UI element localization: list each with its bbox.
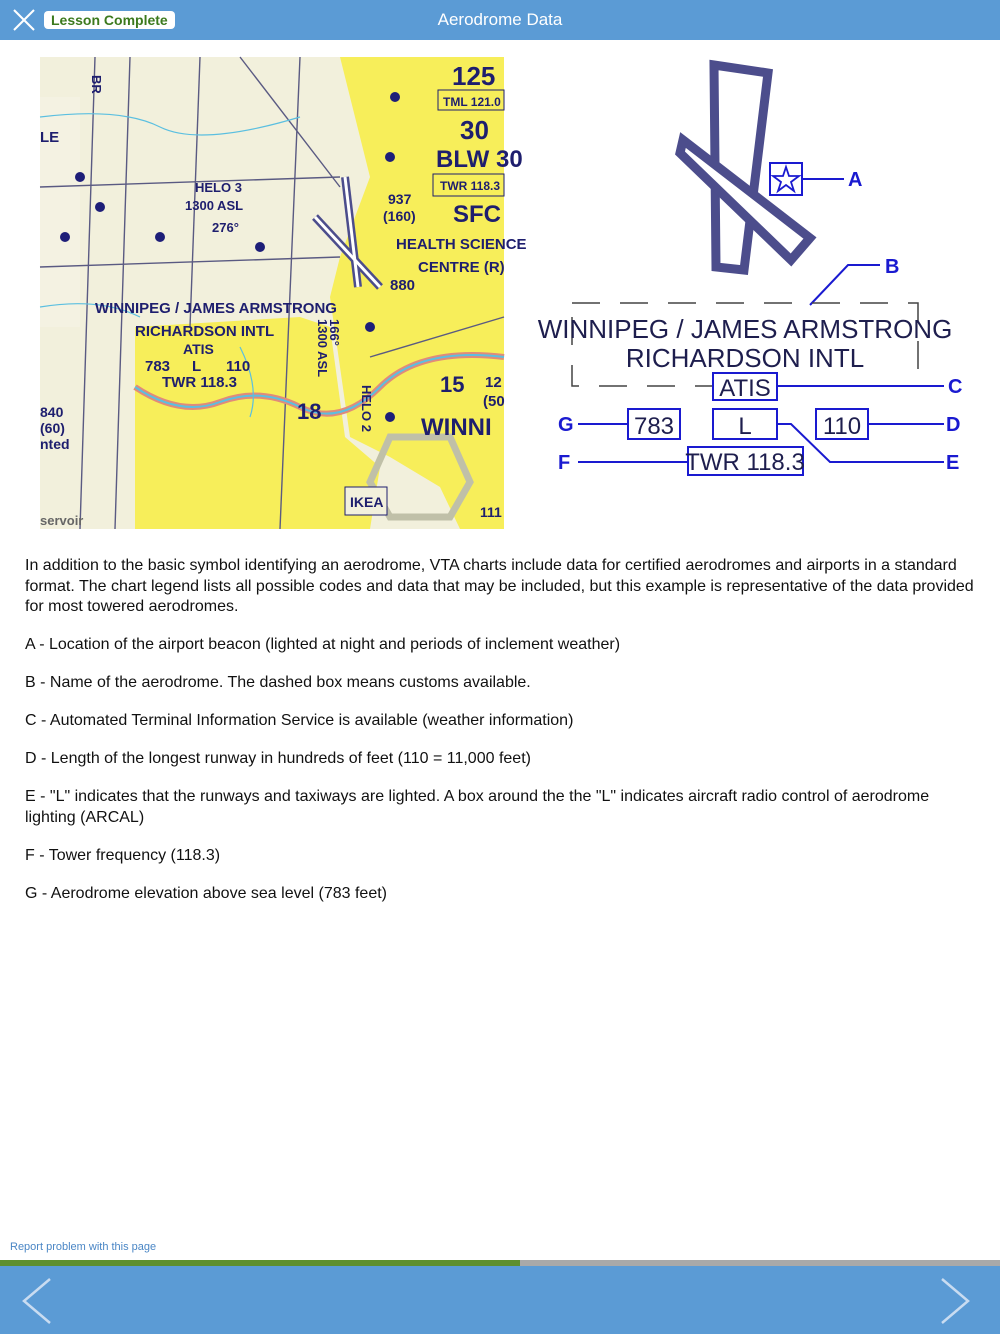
callout-letter-c: C xyxy=(948,376,963,398)
chevron-left-icon[interactable] xyxy=(18,1276,56,1326)
chart-label: 166° xyxy=(327,319,342,346)
legend-item-g: G - Aerodrome elevation above sea level (783 feet) xyxy=(25,884,387,902)
vta-chart-excerpt xyxy=(40,57,527,529)
chart-label: HELO 3 xyxy=(195,180,242,195)
chart-label: LE xyxy=(40,129,60,146)
chart-label: TWR 118.3 xyxy=(440,179,501,193)
chart-label: IKEA xyxy=(350,494,384,510)
legend-item-e: E - "L" indicates that the runways and taxiways are lighted. A box around the the "L" indicates aircraft radio control of aerodrome lighting (ARCAL) xyxy=(25,788,930,826)
report-problem-link[interactable]: Report problem with this page xyxy=(10,1241,157,1253)
chevron-right-icon[interactable] xyxy=(936,1276,974,1326)
legend-item-b: B - Name of the aerodrome. The dashed box means customs available. xyxy=(25,674,531,691)
star-icon xyxy=(770,163,802,195)
chart-label: nted xyxy=(40,436,70,452)
lesson-content xyxy=(25,556,975,922)
chart-label: 111 xyxy=(480,504,502,520)
chart-label: TML 121.0 xyxy=(443,95,501,109)
chart-label: 110 xyxy=(226,358,251,375)
legend-item-d: D - Length of the longest runway in hundreds of feet (110 = 11,000 feet) xyxy=(25,750,531,767)
chart-label: (60) xyxy=(40,420,65,436)
chart-label: CENTRE (R) xyxy=(418,259,505,276)
chart-label: HEALTH SCIENCE xyxy=(396,236,527,253)
chart-label: 880 xyxy=(390,277,416,294)
chart-label: 30 xyxy=(460,115,489,145)
legend-tower: TWR 118.3 xyxy=(685,449,805,476)
chart-label: ATIS xyxy=(183,341,214,357)
chart-label: RICHARDSON INTL xyxy=(135,323,275,340)
chart-label: TWR 118.3 xyxy=(162,374,238,391)
chart-label: 18 xyxy=(297,399,322,424)
chart-label: BLW 30 xyxy=(436,146,523,173)
callout-letter-b: B xyxy=(885,256,900,278)
chart-label: 15 xyxy=(440,372,465,397)
chart-label: L xyxy=(192,358,202,375)
chart-label: servoir xyxy=(40,513,84,528)
legend-item-f: F - Tower frequency (118.3) xyxy=(25,846,221,864)
legend-lighting: L xyxy=(738,413,752,440)
callout-letter-e: E xyxy=(946,452,960,474)
legend-atis: ATIS xyxy=(719,375,771,402)
chart-label: 937 xyxy=(388,191,412,207)
chart-label: (50 xyxy=(483,393,505,410)
chart-label: 1300 ASL xyxy=(315,319,330,378)
chart-label: WINNI xyxy=(421,414,492,441)
chart-label: SFC xyxy=(453,201,501,228)
legend-airport-name-line2: RICHARDSON INTL xyxy=(625,343,865,373)
legend-item-a: A - Location of the airport beacon (lighted at night and periods of inclement weather) xyxy=(25,636,621,653)
chart-label: 276° xyxy=(212,220,239,235)
chart-label: 783 xyxy=(145,358,171,375)
chart-label: 12 xyxy=(485,374,502,391)
chart-label: (160) xyxy=(383,208,416,224)
chart-label: 125 xyxy=(452,61,496,91)
bottom-nav-bar xyxy=(0,1266,1000,1334)
top-bar xyxy=(0,0,1000,40)
lesson-complete-badge: Lesson Complete xyxy=(44,11,175,29)
chart-label: BR xyxy=(89,75,104,94)
page-title: Aerodrome Data xyxy=(437,10,563,29)
chart-label: WINNIPEG / JAMES ARMSTRONG xyxy=(95,300,337,317)
callout-letter-a: A xyxy=(848,169,863,191)
aerodrome-data-legend xyxy=(537,55,978,485)
legend-airport-name-line1: WINNIPEG / JAMES ARMSTRONG xyxy=(537,314,953,344)
chart-label: 840 xyxy=(40,404,64,420)
chart-label: 1300 ASL xyxy=(185,198,244,213)
intro-paragraph: In addition to the basic symbol identifying an aerodrome, VTA charts include data for certified aerodromes and airports in a standard format. The chart legend lists all possible codes and data that may be included, but this example is representative of the data provided for most towered aerodromes. xyxy=(25,557,974,615)
callout-letter-f: F xyxy=(558,452,571,474)
legend-runway-length: 110 xyxy=(822,413,862,440)
legend-elevation: 783 xyxy=(633,413,675,440)
chart-label: HELO 2 xyxy=(359,385,374,432)
callout-letter-d: D xyxy=(946,414,961,436)
callout-letter-g: G xyxy=(558,414,574,436)
legend-item-c: C - Automated Terminal Information Service is available (weather information) xyxy=(25,712,574,729)
